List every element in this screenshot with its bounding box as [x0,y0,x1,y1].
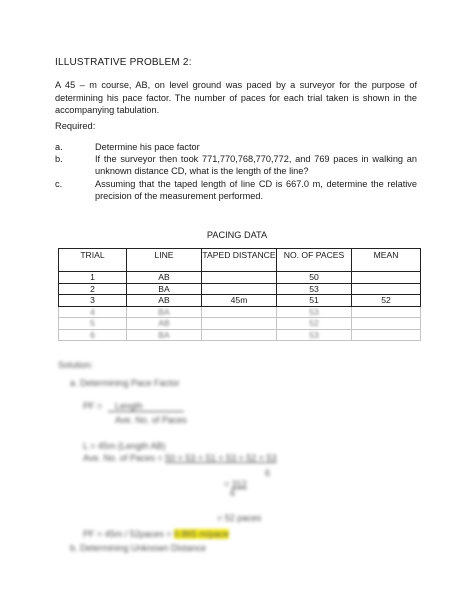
required-label: Required: [55,121,96,131]
cell-mean [352,283,421,295]
pace-factor-result [83,529,229,539]
item-marker: b. [55,154,63,164]
table-row [59,283,421,295]
cell-trial: 3 [59,295,127,307]
cell-distance: 45m [202,295,277,307]
header-mean: MEAN [352,249,421,272]
cell-trial: 4 [59,306,127,318]
cell-distance [202,272,277,284]
item-marker: c. [55,179,63,189]
equals-sign: = [224,479,230,489]
cell-mean [352,318,421,330]
cell-line: BA [127,329,202,341]
pf-denominator: Ave. No. of Paces [115,415,187,425]
average-line [83,453,277,463]
required-item-b [55,153,417,178]
cell-distance [202,283,277,295]
table-header-row [59,249,421,272]
cell-line: BA [127,283,202,295]
header-line: LINE [127,249,202,272]
pf-label: PF = [83,401,103,411]
sum-result-line [224,479,247,489]
solution-b-heading: b. Determining Unknown Distance [70,543,207,553]
table-caption: PACING DATA [206,230,268,240]
solution-label: Solution: [58,360,94,370]
average-result: = 52 paces [217,513,262,523]
header-taped-distance: TAPED DISTANCE [202,249,277,272]
cell-trial: 6 [59,329,127,341]
average-sum: 50 + 53 + 51 + 53 + 52 + 53 [165,453,277,463]
fraction-bar [108,411,184,412]
cell-distance [202,306,277,318]
cell-trial: 5 [59,318,127,330]
pacing-data-table [58,248,421,341]
header-no-of-paces: NO. OF PACES [277,249,352,272]
pf-result-prefix: PF = 45m / 52paces = [83,529,172,539]
cell-line: AB [127,272,202,284]
average-label: Ave. No. of Paces = [83,453,163,463]
cell-paces: 53 [277,329,352,341]
item-marker: a. [55,142,63,152]
cell-distance [202,329,277,341]
sum-result: 312 [231,479,247,489]
item-text: Assuming that the taped length of line CD is 667.0 m, determine the relative precision of the measurement performed. [95,179,417,202]
cell-paces: 53 [277,283,352,295]
item-text: Determine his pace factor [95,142,200,152]
required-item-a [55,141,417,153]
cell-trial: 1 [59,272,127,284]
table-row [59,329,421,341]
cell-mean: 52 [352,295,421,307]
table-row [59,318,421,330]
cell-paces: 52 [277,318,352,330]
problem-paragraph: A 45 – m course, AB, on level ground was paced by a surveyor for the purpose of determining his pace factor. The number of paces for each trial taken is shown in the accompanying tabulation. [55,80,417,116]
required-item-c [55,178,417,203]
cell-line: AB [127,295,202,307]
header-trial: TRIAL [59,249,127,272]
average-denominator: 6 [265,468,271,478]
cell-mean [352,329,421,341]
cell-paces: 51 [277,295,352,307]
cell-paces: 50 [277,272,352,284]
pf-numerator: Length [115,401,143,411]
problem-title: ILLUSTRATIVE PROBLEM 2: [55,57,192,68]
length-line: L = 45m (Length AB) [83,441,166,451]
cell-line: BA [127,306,202,318]
cell-line: AB [127,318,202,330]
cell-mean [352,306,421,318]
table-row [59,272,421,284]
cell-trial: 2 [59,283,127,295]
cell-mean [352,272,421,284]
cell-distance [202,318,277,330]
solution-a-heading: a. Determining Pace Factor [70,378,180,388]
cell-paces: 53 [277,306,352,318]
item-text: If the surveyor then took 771,770,768,770,772, and 769 paces in walking an unknown distance CD, what is the length of the line? [95,154,417,177]
table-row [59,306,421,318]
table-row [59,295,421,307]
pf-result-value: 0.865 m/pace [174,529,229,539]
sum-result-denominator: 6 [230,488,236,498]
